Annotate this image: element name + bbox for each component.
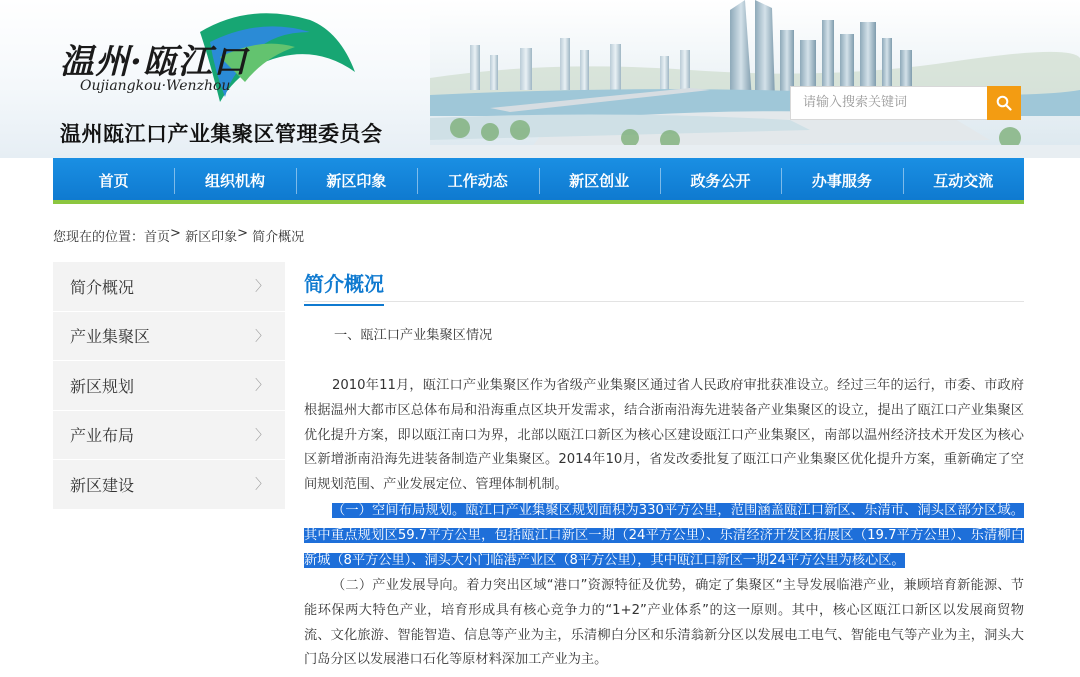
breadcrumb-prefix: 您现在的位置： (53, 230, 145, 245)
sidebar-item-overview[interactable] (53, 262, 285, 312)
chevron-right-icon: 〉 (255, 328, 269, 345)
search-icon (996, 95, 1012, 111)
article-title: 简介概况 (304, 268, 384, 306)
sidebar-item-layout[interactable] (53, 411, 285, 461)
sidebar-item-construction[interactable] (53, 460, 285, 510)
article (304, 262, 1024, 668)
breadcrumb-link-impression[interactable]: 新区印象 (185, 230, 238, 245)
sidebar-item-label: 新区规划 (70, 376, 135, 396)
nav-item-home[interactable]: 首页 (98, 172, 129, 190)
breadcrumb-separator: > (170, 226, 181, 241)
chevron-right-icon: 〉 (255, 477, 269, 494)
nav-item-impression[interactable]: 新区印象 (296, 158, 417, 200)
sidebar-item-industry-cluster[interactable] (53, 312, 285, 362)
breadcrumb-link-home[interactable]: 首页 (144, 230, 171, 245)
search-input[interactable]: 请输入搜索关键词 (790, 86, 988, 120)
breadcrumb-current: 简介概况 (252, 230, 305, 245)
nav-item-government[interactable]: 政务公开 (660, 158, 781, 200)
article-paragraph: 2010年11月，瓯江口产业集聚区作为省级产业集聚区通过省人民政府审批获准设立。经过三年的运行，市委、市政府根据温州大都市区总体布局和沿海重点区块开发需求，结合浙南沿海先进装备产业集聚区的设立，提出了瓯江口产业集聚区优化提升方案，即以瓯江南口为界，北部以瓯江口新区为核心区建设瓯江口产业集聚区，南部以温州经济技术开发区为核心区新增浙南沿海先进装备制造产业集聚区。2014年10月，省发改委批复了瓯江口产业集聚区优化提升方案，重新确定了空间规划范围、产业发展定位、管理体制机制。 (304, 378, 1024, 493)
sidebar (53, 262, 285, 510)
sidebar-item-label: 产业集聚区 (70, 327, 151, 347)
nav-item-organization[interactable]: 组织机构 (174, 158, 295, 200)
selected-text: （一）空间布局规划。瓯江口产业集聚区规划面积为330平方公里，范围涵盖瓯江口新区、乐清市、洞头区部分区域。其中重点规划区59.7平方公里，包括瓯江口新区一期（24平方公里）、乐清经济开发区拓展区（19.7平方公里）、乐清柳白新城（8平方公里）、洞头大小门临港产业区（8平方公里），其中瓯江口新区一期24平方公里为核心区。 (304, 503, 1024, 568)
sidebar-item-label: 新区建设 (70, 475, 135, 495)
main-nav (53, 158, 1024, 204)
city-skyline-image (430, 0, 1080, 158)
breadcrumb (53, 226, 304, 245)
header-banner (0, 0, 1080, 158)
search-button[interactable] (987, 86, 1021, 120)
sidebar-item-planning[interactable] (53, 361, 285, 411)
sidebar-item-label: 简介概况 (70, 277, 135, 297)
nav-item-news[interactable]: 工作动态 (417, 158, 538, 200)
article-paragraph-selected (304, 499, 1024, 573)
article-paragraph: （二）产业发展导向。着力突出区域“港口”资源特征及优势，确定了集聚区“主导发展临港产业，兼顾培育新能源、节能环保两大特色产业，培育形成具有核心竞争力的“1+2”产业体系”的这一原则。其中，核心区瓯江口新区以发展商贸物流、文化旅游、智能智造、信息等产业为主，乐清柳白分区和乐清翁新分区以发展电工电气、智能电气等产业为主，洞头大门岛分区以发展港口石化等原材料深加工产业为主。 (304, 578, 1024, 668)
chevron-right-icon: 〉 (255, 378, 269, 395)
logo-subtitle: Oujiangkou·Wenzhou (80, 78, 231, 94)
logo-title: 温州·瓯江口 (60, 42, 248, 82)
section-heading: 一、瓯江口产业集聚区情况 (334, 328, 493, 343)
article-header (304, 262, 1024, 302)
sidebar-item-label: 产业布局 (70, 426, 135, 446)
nav-item-services[interactable]: 办事服务 (781, 158, 902, 200)
nav-item-startup[interactable]: 新区创业 (539, 158, 660, 200)
nav-item-interaction[interactable]: 互动交流 (903, 158, 1024, 200)
chevron-right-icon: 〉 (255, 279, 269, 296)
org-name: 温州瓯江口产业集聚区管理委员会 (60, 122, 383, 146)
breadcrumb-separator: > (237, 226, 248, 241)
chevron-right-icon: 〉 (255, 427, 269, 444)
